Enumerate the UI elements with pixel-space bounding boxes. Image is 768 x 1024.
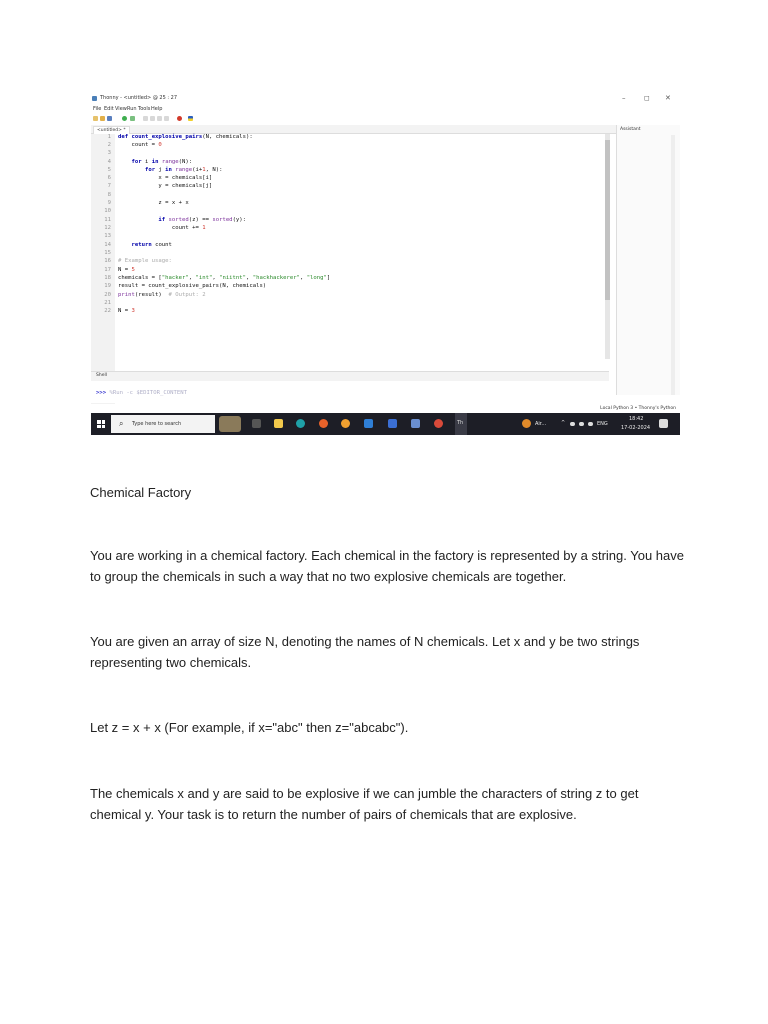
code-line: chemicals = ["hacker", "int", "niitnt", "hackhackerer", "long"] xyxy=(118,275,331,281)
vscode-icon[interactable] xyxy=(364,419,373,428)
line-number: 11 xyxy=(104,217,111,223)
shell-tab-bar xyxy=(91,371,609,381)
clock-time[interactable]: 18:42 xyxy=(629,416,644,422)
code-editor[interactable] xyxy=(91,134,609,404)
shell-panel[interactable] xyxy=(91,381,609,403)
thonny-app-icon xyxy=(92,96,97,101)
line-number: 19 xyxy=(104,283,111,289)
line-number: 8 xyxy=(107,192,111,198)
volume-icon[interactable] xyxy=(588,422,593,426)
run-icon[interactable] xyxy=(122,116,127,121)
line-number: 5 xyxy=(107,167,111,173)
line-number: 16 xyxy=(104,258,111,264)
search-highlight-icon[interactable] xyxy=(219,416,241,432)
shell-tab[interactable]: Shell xyxy=(96,373,107,378)
menu-file[interactable]: File xyxy=(93,106,102,112)
edge-icon[interactable] xyxy=(296,419,305,428)
step-over-icon[interactable] xyxy=(143,116,148,121)
paragraph: You are given an array of size N, denoting the names of N chemicals. Let x and y be two strings representing two chemicals. xyxy=(90,634,640,670)
interpreter-status[interactable]: Local Python 3 • Thonny's Python xyxy=(600,406,676,411)
ide-screenshot xyxy=(91,92,680,435)
menu-edit[interactable]: Edit xyxy=(104,106,114,112)
line-number: 17 xyxy=(104,267,111,273)
editor-tabs xyxy=(91,125,680,134)
menu-run[interactable]: Run xyxy=(127,106,137,112)
paragraph: Let z = x + x (For example, if x="abc" then z="abcabc"). xyxy=(90,720,409,735)
code-line: # Example usage: xyxy=(118,258,172,264)
line-number: 13 xyxy=(104,233,111,239)
line-number: 4 xyxy=(107,159,111,165)
chrome-icon[interactable] xyxy=(434,419,443,428)
code-line: count = 0 xyxy=(118,142,162,148)
line-number: 22 xyxy=(104,308,111,314)
file-explorer-icon[interactable] xyxy=(274,419,283,428)
line-number: 12 xyxy=(104,225,111,231)
toolbar xyxy=(91,114,680,124)
line-number: 3 xyxy=(107,150,111,156)
line-number: 1 xyxy=(107,134,111,140)
task-view-icon[interactable] xyxy=(252,419,261,428)
code-line: result = count_explosive_pairs(N, chemicals) xyxy=(118,283,267,289)
shell-prompt: >>> xyxy=(96,390,107,396)
thonny-taskbar-button[interactable] xyxy=(455,413,467,435)
maximize-icon[interactable]: ◻ xyxy=(644,94,650,102)
firefox-icon[interactable] xyxy=(319,419,328,428)
weather-icon[interactable] xyxy=(522,419,531,428)
window-titlebar xyxy=(91,92,680,105)
window-title: Thonny - <untitled> @ 25 : 27 xyxy=(100,95,177,101)
status-bar xyxy=(91,405,680,413)
line-number-gutter xyxy=(91,134,115,404)
new-file-icon[interactable] xyxy=(93,116,98,121)
debug-icon[interactable] xyxy=(130,116,135,121)
tray-chevron-icon[interactable]: ^ xyxy=(561,420,566,426)
code-line: def count_explosive_pairs(N, chemicals): xyxy=(118,134,253,140)
line-number: 20 xyxy=(104,292,111,298)
clock-date[interactable]: 17-02-2024 xyxy=(621,425,651,431)
shell-line xyxy=(96,390,187,396)
taskbar-search-box[interactable] xyxy=(111,415,215,433)
code-line: z = x + x xyxy=(118,200,189,206)
thonny-task-label: Th xyxy=(457,420,464,426)
line-number: 2 xyxy=(107,142,111,148)
line-number: 6 xyxy=(107,175,111,181)
minimize-icon[interactable]: – xyxy=(622,94,626,102)
wifi-icon[interactable] xyxy=(579,422,584,426)
document-title: Chemical Factory xyxy=(90,485,192,500)
step-out-icon[interactable] xyxy=(157,116,162,121)
line-number: 18 xyxy=(104,275,111,281)
stop-icon[interactable] xyxy=(177,116,182,121)
code-line: N = 5 xyxy=(118,267,135,273)
battery-icon[interactable] xyxy=(570,422,575,426)
line-number: 9 xyxy=(107,200,111,206)
close-icon[interactable]: ✕ xyxy=(665,94,671,102)
open-file-icon[interactable] xyxy=(100,116,105,121)
code-line: y = chemicals[j] xyxy=(118,183,213,189)
language-indicator[interactable]: ENG xyxy=(597,421,608,427)
shell-command: %Run -c $EDITOR_CONTENT xyxy=(106,390,187,396)
code-line: count += 1 xyxy=(118,225,206,231)
line-number: 7 xyxy=(107,183,111,189)
code-line: return count xyxy=(131,242,172,248)
assistant-tab[interactable]: Assistant xyxy=(620,127,641,132)
assistant-panel xyxy=(616,125,680,395)
line-number: 15 xyxy=(104,250,111,256)
save-icon[interactable] xyxy=(107,116,112,121)
line-number: 21 xyxy=(104,300,111,306)
notification-icon[interactable] xyxy=(659,419,668,428)
code-line: N = 3 xyxy=(118,308,135,314)
menu-tools[interactable]: Tools xyxy=(138,106,151,112)
code-line: x = chemicals[i] xyxy=(118,175,213,181)
resume-icon[interactable] xyxy=(164,116,169,121)
line-number: 14 xyxy=(104,242,111,248)
editor-scroll-thumb[interactable] xyxy=(605,140,610,300)
code-line: print(result) # Output: 2 xyxy=(118,292,206,298)
code-line: if sorted(z) == sorted(y): xyxy=(158,217,247,223)
windows-start-icon[interactable] xyxy=(97,420,105,428)
tab-untitled[interactable]: <untitled> * xyxy=(93,126,130,134)
weather-text[interactable]: Air... xyxy=(535,421,547,427)
search-icon: ⌕ xyxy=(119,419,124,428)
menu-view[interactable]: View xyxy=(115,106,127,112)
app-icon[interactable] xyxy=(411,419,420,428)
search-placeholder: Type here to search xyxy=(132,421,182,427)
notepad-icon[interactable] xyxy=(388,419,397,428)
windows-taskbar xyxy=(91,413,680,435)
assistant-scrollbar[interactable] xyxy=(671,135,675,395)
editor-scrollbar[interactable] xyxy=(605,134,610,359)
code-line: for i in range(N): xyxy=(131,159,193,165)
paragraph: You are working in a chemical factory. Each chemical in the factory is represented by a string. You have to group the chemicals in such a way that no two explosive chemicals are together. xyxy=(90,548,684,584)
chrome-canary-icon[interactable] xyxy=(341,419,350,428)
support-ukraine-icon[interactable] xyxy=(188,116,193,121)
step-into-icon[interactable] xyxy=(150,116,155,121)
code-line: for j in range(i+1, N): xyxy=(144,167,223,173)
line-number: 10 xyxy=(104,208,111,214)
menu-help[interactable]: Help xyxy=(151,106,163,112)
paragraph: The chemicals x and y are said to be explosive if we can jumble the characters of string z to get chemical y. Your task is to return the number of pairs of chemicals that are explosive. xyxy=(90,786,639,822)
